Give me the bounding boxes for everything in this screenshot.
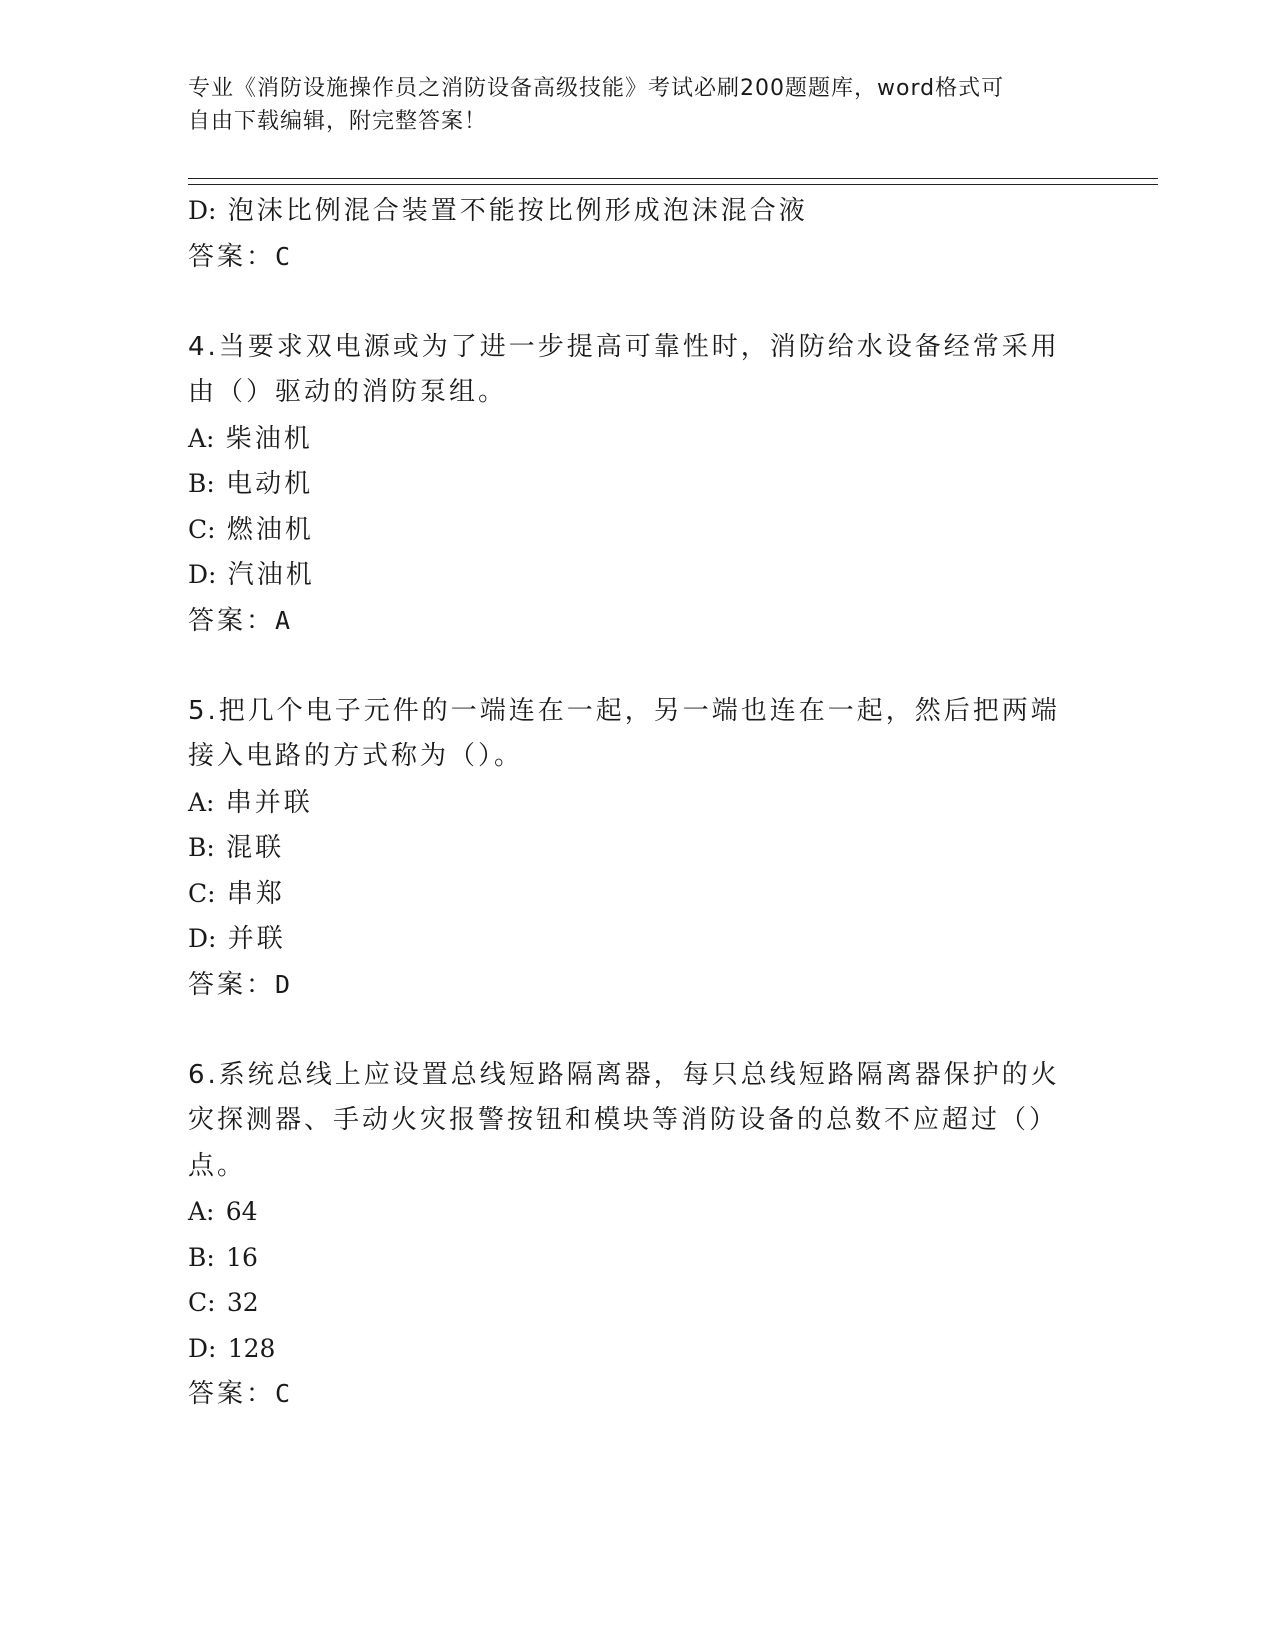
answer-label: 答案：	[188, 241, 276, 272]
option-key: B:	[188, 1242, 215, 1272]
header-line-1: 专业《消防设施操作员之消防设备高级技能》考试必刷200题题库，word格式可	[188, 76, 1005, 101]
option-text: 128	[227, 1333, 276, 1363]
document-header	[188, 72, 1088, 138]
option-text: 燃油机	[226, 514, 314, 545]
option-text: 电动机	[226, 469, 314, 499]
option-a	[188, 416, 1068, 462]
answer	[188, 598, 1068, 644]
answer	[188, 1371, 1068, 1417]
option-key: D:	[188, 196, 217, 225]
option-key: B:	[188, 469, 215, 498]
question-stem-line: 6.系统总线上应设置总线短路隔离器，每只总线短路隔离器保护的火	[188, 1059, 1060, 1090]
option-b	[188, 1235, 1068, 1281]
option-d	[188, 1326, 1068, 1372]
question-stem-line: 灾探测器、手动火灾报警按钮和模块等消防设备的总数不应超过（）	[188, 1105, 1059, 1135]
answer-label: 答案：	[188, 605, 276, 636]
option-key: C:	[188, 1288, 216, 1317]
option-d	[188, 916, 1068, 962]
option-text: 串郑	[226, 878, 285, 909]
question-stem-line: 4.当要求双电源或为了进一步提高可靠性时，消防给水设备经常采用	[188, 331, 1060, 362]
option-text: 混联	[226, 833, 285, 863]
option-text: 32	[226, 1288, 259, 1317]
option-text: 64	[225, 1197, 258, 1226]
answer	[188, 962, 1068, 1008]
option-d	[188, 552, 1068, 598]
option-a	[188, 1189, 1068, 1235]
question-5	[188, 689, 1068, 1008]
option-text: 串并联	[225, 787, 313, 818]
question-stem-line: 点。	[188, 1150, 247, 1181]
answer-label: 答案：	[188, 1379, 276, 1409]
question-4	[188, 325, 1068, 644]
option-a	[188, 780, 1068, 826]
option-key: C:	[188, 878, 216, 908]
option-text: 泡沫比例混合装置不能按比例形成泡沫混合液	[227, 196, 808, 226]
option-key: A:	[188, 423, 215, 453]
option-b	[188, 825, 1068, 871]
answer-label: 答案：	[188, 969, 276, 1000]
option-c	[188, 507, 1068, 553]
option-text: 汽油机	[227, 560, 315, 590]
option-key: C:	[188, 514, 216, 544]
option-key: B:	[188, 833, 215, 862]
header-line-2: 自由下载编辑，附完整答案！	[188, 109, 488, 134]
answer-value: D	[275, 969, 294, 999]
header-rule-top	[188, 178, 1158, 179]
question-stem-line: 5.把几个电子元件的一端连在一起，另一端也连在一起，然后把两端	[188, 695, 1060, 726]
option-d	[188, 188, 1068, 234]
answer-value: C	[275, 1379, 294, 1408]
answer-value: A	[275, 605, 294, 635]
option-c	[188, 1280, 1068, 1326]
question-list	[188, 188, 1068, 1417]
option-key: D:	[188, 1333, 217, 1363]
option-key: D:	[188, 560, 217, 589]
header-rule-bottom	[188, 184, 1158, 185]
option-key: A:	[188, 1197, 215, 1226]
option-text: 16	[226, 1242, 258, 1272]
option-key: A:	[188, 787, 215, 817]
question-6	[188, 1053, 1068, 1417]
answer	[188, 234, 1068, 280]
question-stem-line: 由（）驱动的消防泵组。	[188, 377, 508, 407]
option-text: 并联	[227, 924, 286, 954]
question-stem-line: 接入电路的方式称为（）。	[188, 741, 524, 771]
option-key: D:	[188, 924, 217, 953]
option-c	[188, 871, 1068, 917]
answer-value: C	[275, 241, 294, 271]
option-text: 柴油机	[225, 423, 313, 454]
option-b	[188, 461, 1068, 507]
